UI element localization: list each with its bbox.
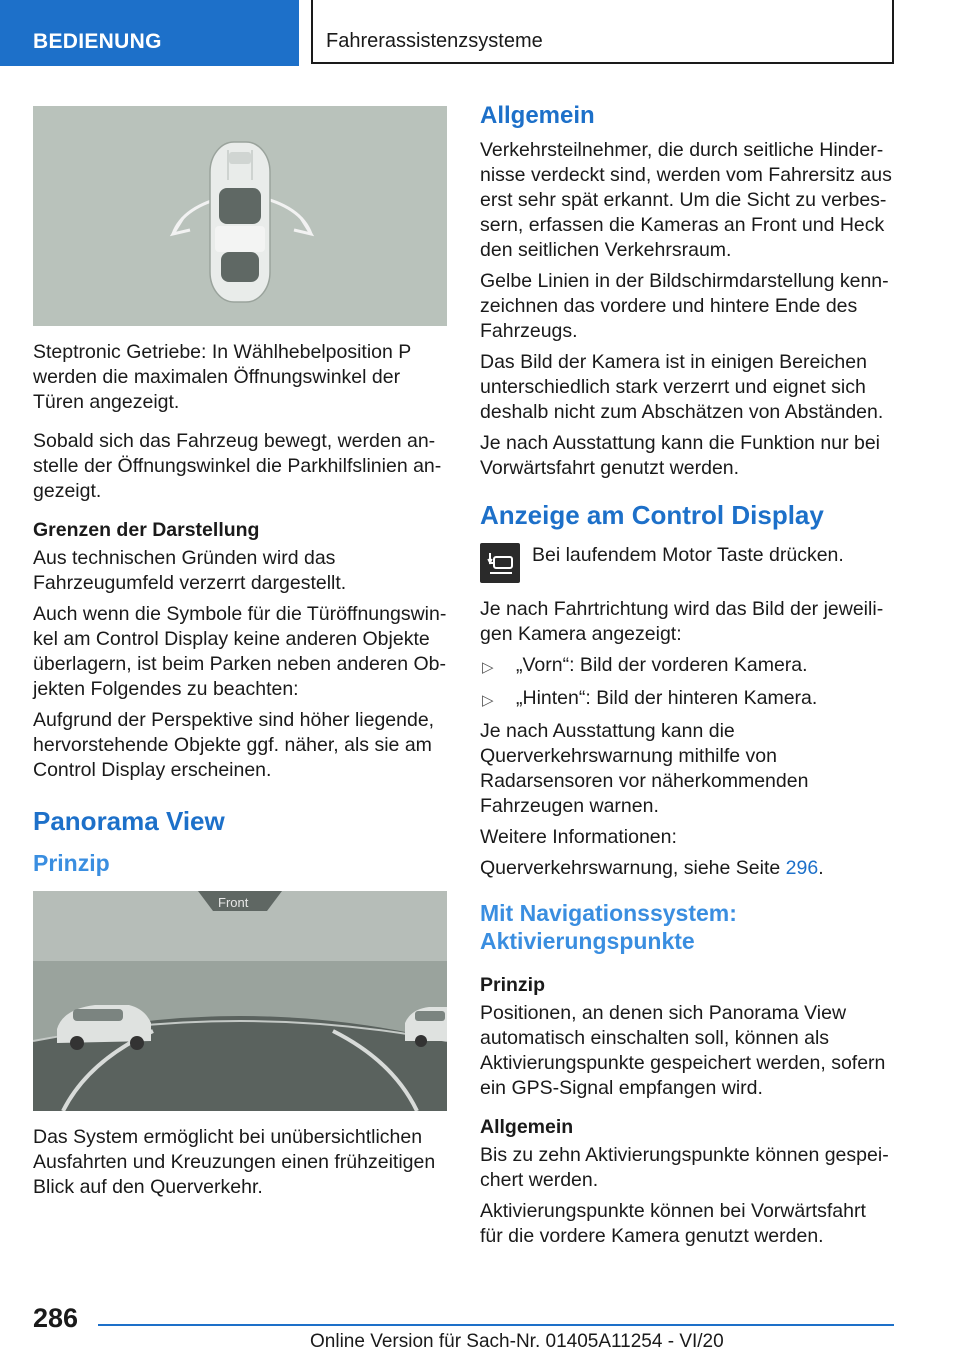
panorama-view-illustration [33, 891, 447, 1111]
header-section [0, 0, 299, 66]
subheading-grenzen: Grenzen der Darstellung [33, 519, 260, 541]
subheading-prinzip: Prinzip [480, 974, 546, 996]
triangle-bullet-icon: ▷ [482, 659, 494, 676]
list-item: ▷ „Vorn“: Bild der vorderen Kamera. [480, 653, 894, 678]
subheading-allgemein: Allgemein [480, 1116, 574, 1138]
paragraph-seitenverweis: Querverkehrswarnung, siehe Seite 296. [480, 857, 824, 879]
list-item: ▷ „Hinten“: Bild der hinteren Kamera. [480, 686, 894, 711]
paragraph-perspektive: Aufgrund der Perspektive sind höher liegende, hervorstehende Objekte ggf. näher, als sie am Control Display erscheinen. [33, 709, 435, 781]
triangle-bullet-icon: ▷ [482, 692, 494, 709]
camera-button-icon[interactable] [480, 543, 520, 583]
camera-button-row [480, 543, 894, 587]
paragraph-verzerrt: Aus technischen Gründen wird das Fahrzeugumfeld verzerrt dargestellt. [33, 547, 347, 594]
door-opening-angle-illustration [33, 106, 447, 326]
cross-traffic-image [33, 891, 447, 1111]
footer-divider [98, 1324, 894, 1326]
paragraph-ausstattung: Je nach Ausstattung kann die Funktion nur bei Vorwärtsfahrt genutzt werden. [480, 432, 881, 479]
paragraph-steptronic: Steptronic Getriebe: In Wählhebelposition P werden die maximalen Öffnungswinkel der Türen angezeigt. [33, 341, 411, 413]
paragraph-kamera-verzerrt: Das Bild der Kamera ist in einigen Bereichen unterschiedlich stark verzerrt und eignet sich deshalb nicht zum Abschätzen von Abständen. [480, 351, 884, 423]
section-title: BEDIENUNG [33, 30, 162, 53]
paragraph-vorwaertsfahrt: Aktivierungspunkte können bei Vorwärtsfahrt für die vordere Kamera genutzt werden. [480, 1200, 866, 1247]
front-label: Front [218, 895, 249, 910]
page-number: 286 [33, 1303, 79, 1333]
paragraph-positionen: Positionen, an denen sich Panorama View automatisch einschalten soll, können als Aktivierungspunkte gespeichert werden, sofern ein GPS-Signal empfangen wird. [480, 1002, 886, 1099]
paragraph-gelbe-linien: Gelbe Linien in der Bildschirmdarstellung kennzeichnen das vordere und hintere Ende des Fahrzeugs. [480, 270, 889, 342]
paragraph-verkehrsteilnehmer: Verkehrsteilnehmer, die durch seitliche Hindernisse verdeckt sind, werden vom Fahrersitz aus erst sehr spät erkannt. Um die Sicht zu verbessern, erfassen die Kameras an Front und Heck den seitlichen Verkehrsraum. [480, 139, 892, 261]
page-link-296[interactable]: 296 [785, 857, 819, 879]
paragraph-querverkehrswarnung: Je nach Ausstattung kann die Querverkehrswarnung mithilfe von Radarsensoren vor näherkommenden Fahrzeugen warnen. [480, 720, 809, 817]
paragraph-zehn-punkte: Bis zu zehn Aktivierungspunkte können gespeichert werden. [480, 1144, 889, 1191]
right-column [480, 100, 894, 1255]
paragraph-weitere-info: Weitere Informationen: [480, 826, 677, 848]
paragraph-bewegt: Sobald sich das Fahrzeug bewegt, werden anstelle der Öffnungswinkel die Parkhilfslinien angezeigt. [33, 430, 442, 502]
heading-allgemein: Allgemein [480, 102, 595, 129]
paragraph-fahrtrichtung: Je nach Fahrtrichtung wird das Bild der jeweiligen Kamera angezeigt: [480, 598, 884, 645]
paragraph-symbole: Auch wenn die Symbole für die Türöffnungswinkel am Control Display keine anderen Objekte überlagern, ist beim Parken neben anderen Objekten Folgendes zu beachten: [33, 603, 447, 700]
heading-navigationssystem: Mit Navigationssystem: Aktivierungspunkte [480, 900, 737, 954]
heading-anzeige: Anzeige am Control Display [480, 500, 824, 530]
left-column [33, 106, 447, 1206]
heading-prinzip: Prinzip [33, 850, 110, 876]
car-top-view-image [33, 106, 447, 326]
button-instruction: Bei laufendem Motor Taste drücken. [532, 544, 844, 566]
footer-version-text: Online Version für Sach-Nr. 01405A11254 - VI/20 [310, 1331, 724, 1352]
heading-panorama-view: Panorama View [33, 806, 225, 836]
chapter-title: Fahrerassistenzsysteme [326, 30, 543, 52]
camera-list [480, 653, 894, 711]
header-chapter [311, 0, 894, 64]
paragraph-system: Das System ermöglicht bei unübersichtlichen Ausfahrten und Kreuzungen einen frühzeitigen Blick auf den Querverkehr. [33, 1126, 436, 1198]
